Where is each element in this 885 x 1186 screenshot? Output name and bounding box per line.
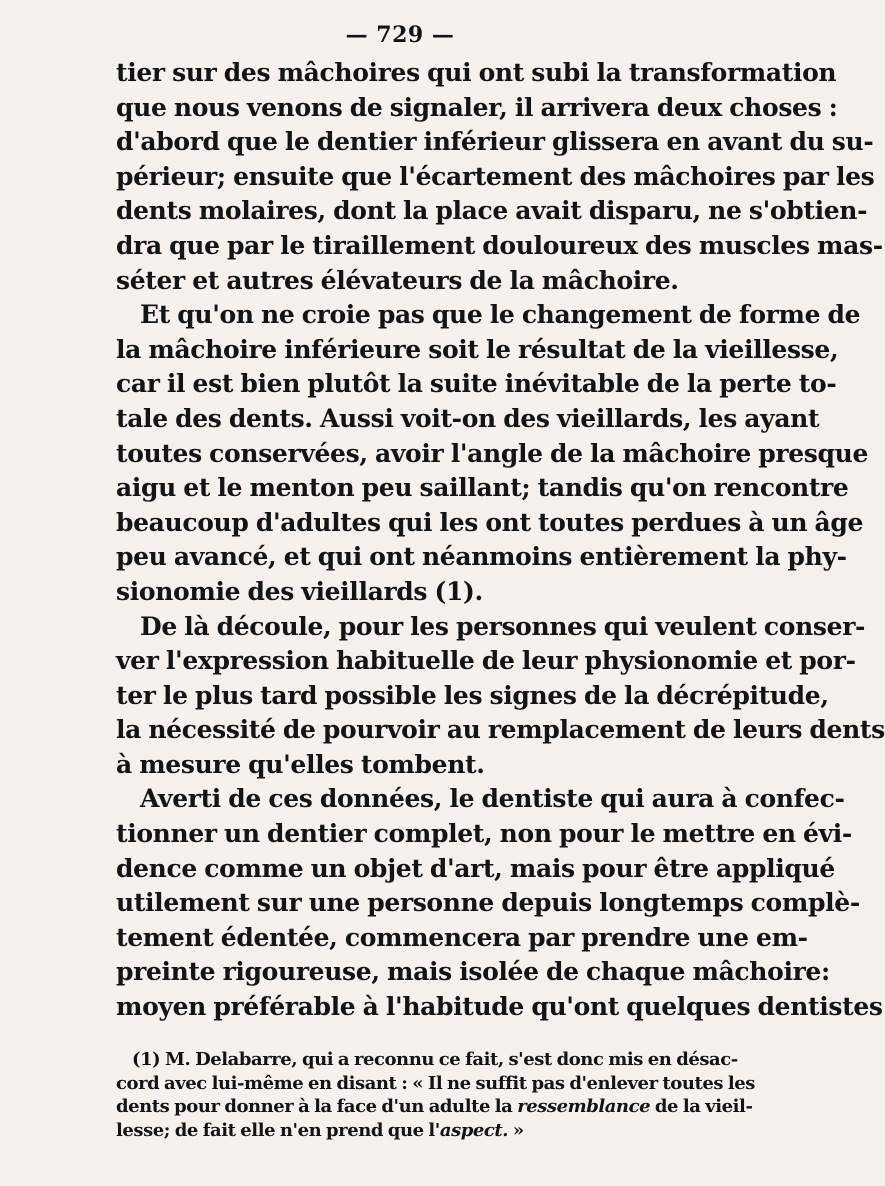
footnote-line — [116, 1095, 753, 1119]
text-line: car il est bien plutôt la suite inévitable de la perte to- — [116, 369, 837, 399]
text-line: preinte rigoureuse, mais isolée de chaque mâchoire: — [116, 957, 830, 987]
text-line: tement édentée, commencera par prendre une em- — [116, 922, 808, 952]
footnote-line — [116, 1119, 712, 1143]
text-line: moyen préférable à l'habitude qu'ont quelques dentistes — [116, 992, 883, 1022]
footnote — [116, 1048, 755, 1142]
paragraph-start-line: Et qu'on ne croie pas que le changement de forme de — [140, 300, 861, 330]
footnote-line: (1) M. Delabarre, qui a reconnu ce fait, s'est donc mis en désac- — [132, 1049, 738, 1070]
text-line: que nous venons de signaler, il arrivera deux choses : — [116, 92, 838, 122]
text-line: ver l'expression habituelle de leur physionomie et por- — [116, 646, 856, 676]
footnote-text: » — [508, 1119, 524, 1141]
body-text — [116, 56, 885, 1025]
text-line: tale des dents. Aussi voit-on des vieillards, les ayant — [116, 403, 820, 433]
text-line: aigu et le menton peu saillant; tandis qu'on rencontre — [116, 473, 849, 503]
text-line: ter le plus tard possible les signes de la décrépitude, — [116, 680, 829, 710]
text-line: périeur; ensuite que l'écartement des mâchoires par les — [116, 161, 875, 191]
text-line: tionner un dentier complet, non pour le mettre en évi- — [116, 819, 852, 849]
text-line: beaucoup d'adultes qui les ont toutes perdues à un âge — [116, 507, 864, 537]
text-line: la nécessité de pourvoir au remplacement de leurs dents — [116, 715, 885, 745]
text-line: sionomie des vieillards (1). — [116, 576, 483, 606]
text-line: tier sur des mâchoires qui ont subi la transformation — [116, 58, 837, 87]
footnote-line: cord avec lui-même en disant : « Il ne suffit pas d'enlever toutes les — [116, 1072, 755, 1094]
footnote-italic-term: ressemblance — [517, 1096, 651, 1117]
paragraph-start-line: De là découle, pour les personnes qui veulent conser- — [140, 611, 866, 641]
text-line: à mesure qu'elles tombent. — [116, 749, 485, 779]
text-line: dents molaires, dont la place avait disparu, ne s'obtien- — [116, 196, 868, 226]
text-line: d'abord que le dentier inférieur glissera en avant du su- — [116, 127, 874, 157]
text-line: la mâchoire inférieure soit le résultat de la vieillesse, — [116, 334, 839, 364]
text-line: utilement sur une personne depuis longtemps complè- — [116, 888, 860, 918]
text-line: toutes conservées, avoir l'angle de la mâchoire presque — [116, 438, 868, 468]
footnote-italic-term: aspect. — [439, 1119, 509, 1141]
footnote-text: lesse; de fait elle n'en prend que l' — [116, 1119, 440, 1141]
text-line: dence comme un objet d'art, mais pour être appliqué — [116, 853, 835, 883]
footnote-text: dents pour donner à la face d'un adulte la — [116, 1096, 518, 1117]
page-number: — 729 — — [345, 22, 455, 48]
footnote-text: de la vieil- — [650, 1096, 753, 1117]
text-line: séter et autres élévateurs de la mâchoire. — [116, 265, 679, 295]
text-line: dra que par le tiraillement douloureux des muscles mas- — [116, 230, 883, 260]
text-line: peu avancé, et qui ont néanmoins entièrement la phy- — [116, 542, 847, 572]
paragraph-start-line: Averti de ces données, le dentiste qui aura à confec- — [140, 784, 845, 814]
